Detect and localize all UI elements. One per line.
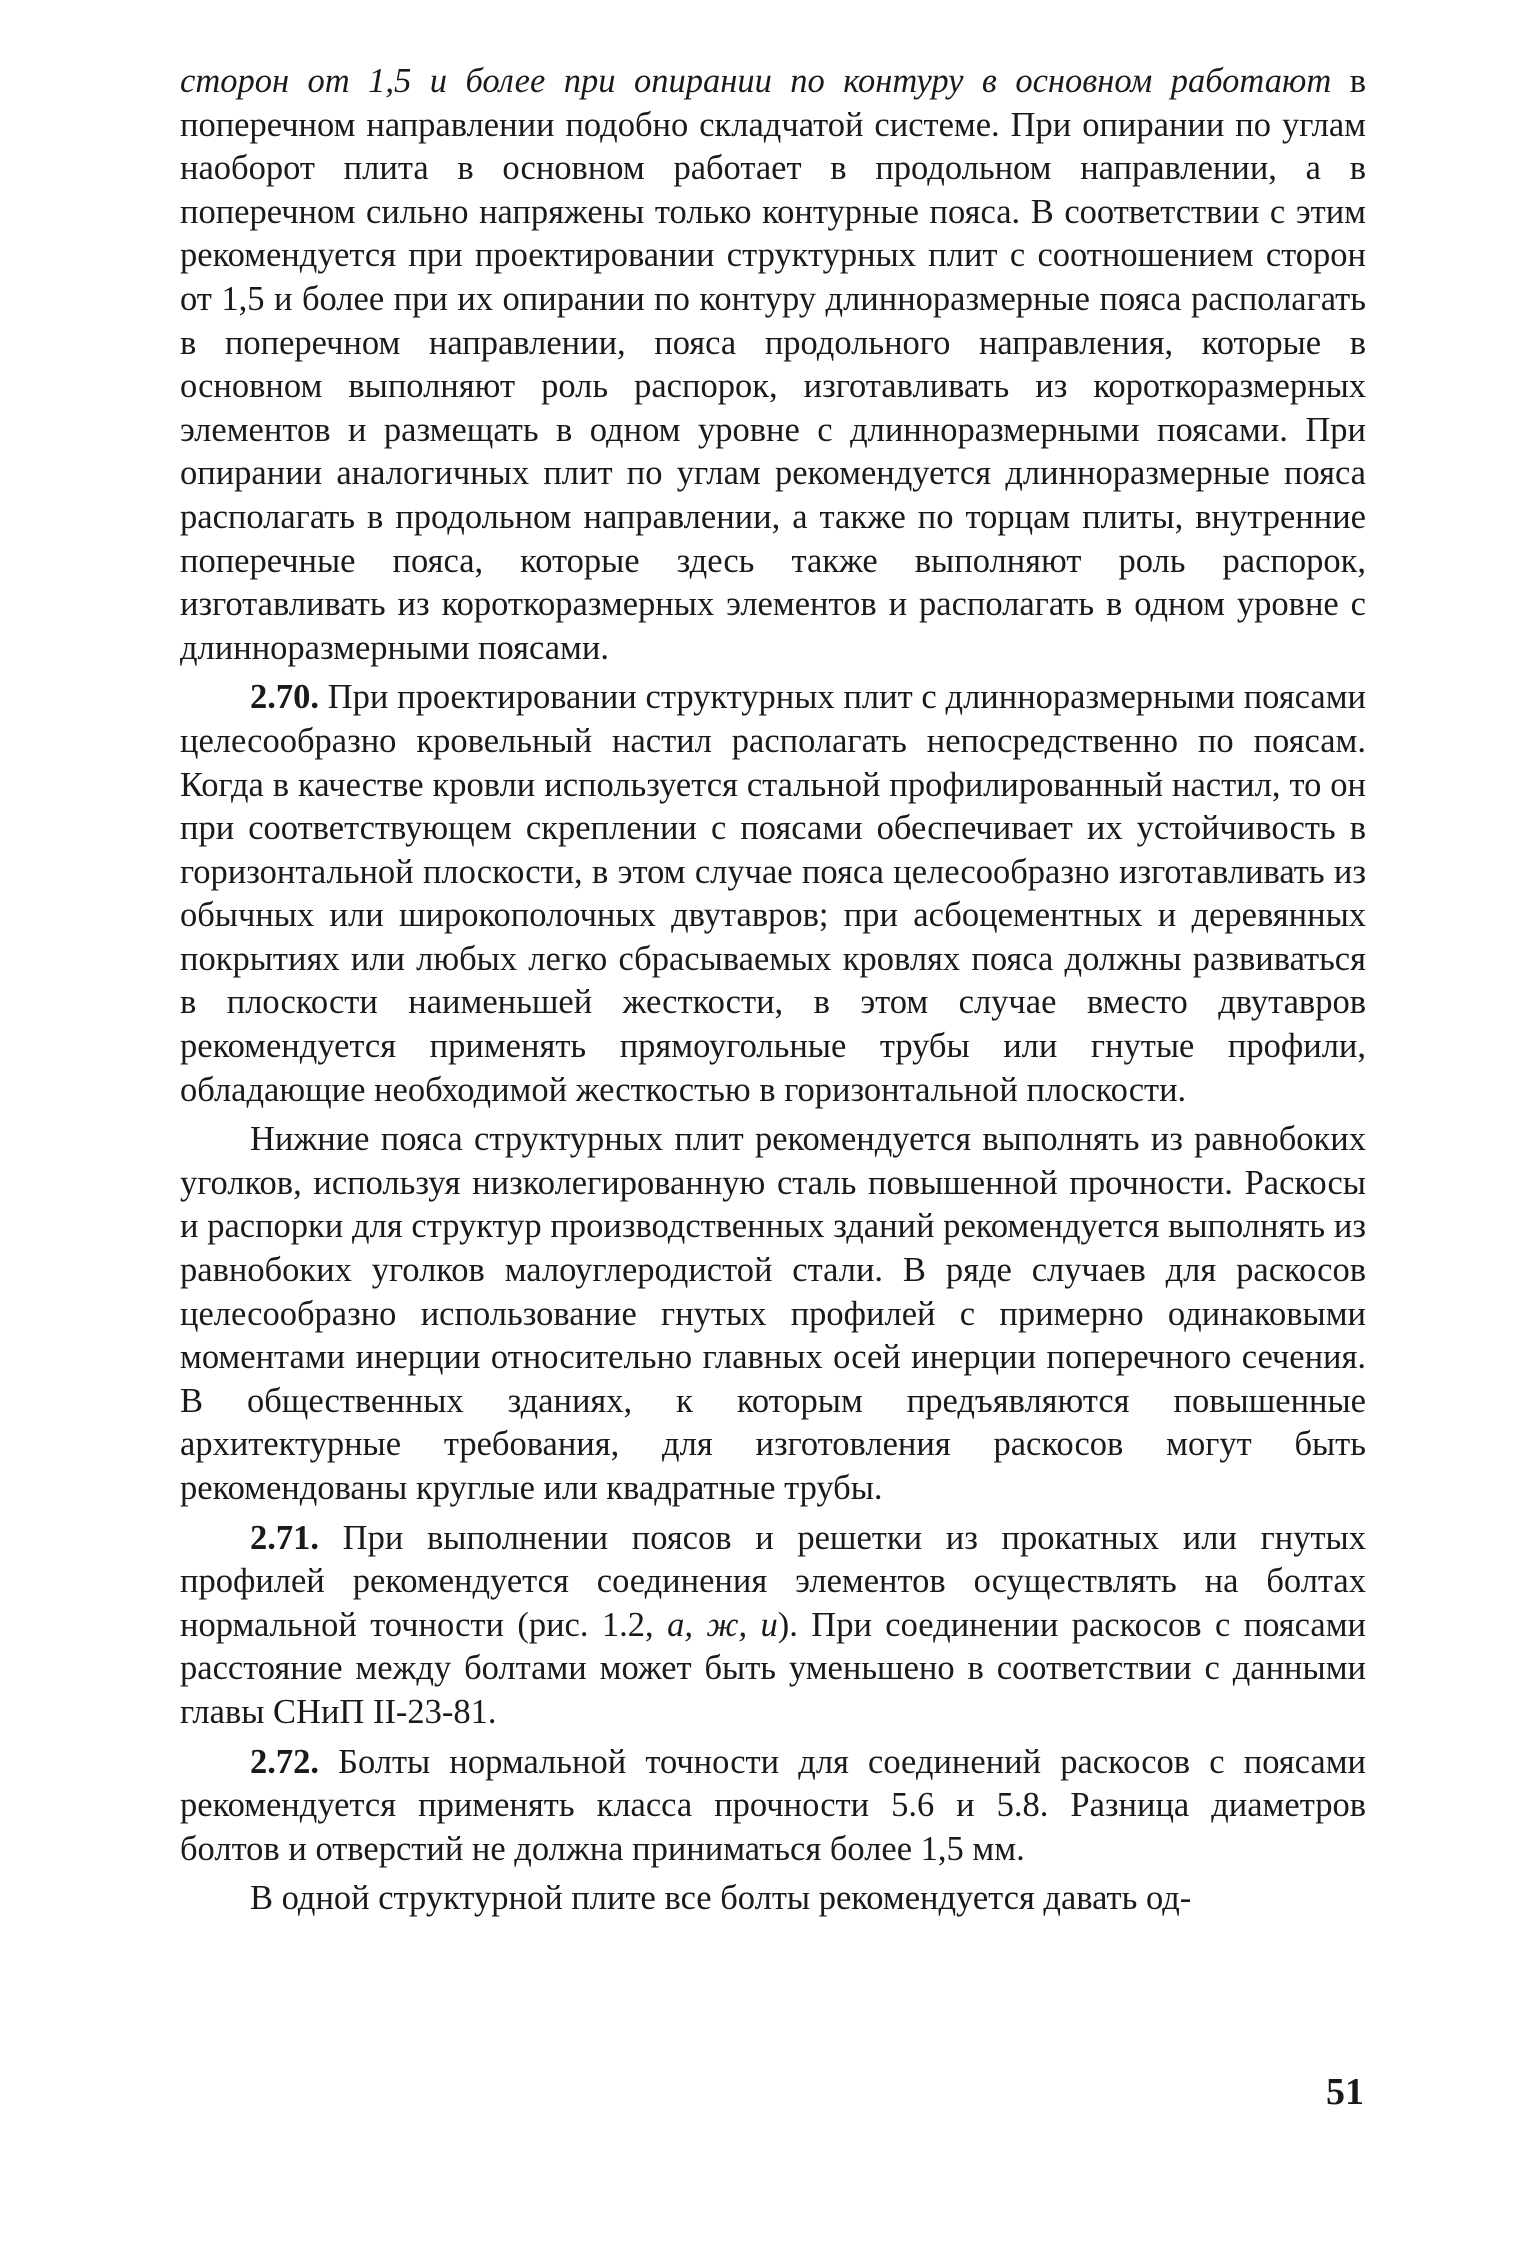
paragraph-text-continued: ). При соединении раскосов с поясами расстояние между болтами может быть уменьшено в соответствии с данными главы СНиП II-23-81.	[180, 1605, 1366, 1731]
paragraph-1	[180, 60, 1366, 670]
paragraph-2-72	[180, 1741, 1366, 1872]
section-number: 2.70.	[250, 678, 319, 717]
paragraph-1-italic-text: сторон от 1,5 и более при опирании по контуру в основном работают	[180, 62, 1332, 100]
paragraph-text: В одной структурной плите все болты рекомендуется давать од-	[250, 1879, 1192, 1918]
page-number: 51	[1326, 2071, 1364, 2113]
paragraph-text: При выполнении поясов и решетки из прокатных или гнутых профилей рекомендуется соединения элементов осуществлять на болтах нормальной точности (рис. 1.2,	[180, 1518, 1366, 1644]
document-page	[180, 60, 1366, 1921]
paragraph-2-70	[180, 676, 1366, 1112]
paragraph-text: При проектировании структурных плит с длинноразмерными поясами целесообразно кровельный настил располагать непосредственно по поясам. Когда в качестве кровли используется стальной профилированный настил, то он при соответствующем скреплении с поясами обеспечивает их устойчивость в горизонтальной плоскости, в этом случае пояса целесообразно изготавливать из обычных или широкополочных двутавров; при асбоцементных и деревянных покрытиях или любых легко сбрасываемых кровлях пояса должны развиваться в плоскости наименьшей жесткости, в этом случае вместо двутавров рекомендуется применять прямоугольные трубы или гнутые профили, обладающие необходимой жесткостью в горизонтальной плоскости.	[180, 678, 1366, 1109]
section-number: 2.71.	[250, 1518, 319, 1557]
figure-reference-italic: а, ж, и	[667, 1605, 778, 1644]
paragraph-lower-chords	[180, 1118, 1366, 1510]
paragraph-text: Нижние пояса структурных плит рекомендуется выполнять из равнобоких уголков, используя низколегированную сталь повышенной прочности. Раскосы и распорки для структур производственных зданий рекомендуется выполнять из равнобоких уголков малоуглеродистой стали. В ряде случаев для раскосов целесообразно использование гнутых профилей с примерно одинаковыми моментами инерции относительно главных осей инерции поперечного сечения. В общественных зданиях, к которым предъявляются повышенные архитектурные требования, для изготовления раскосов могут быть рекомендованы круглые или квадратные трубы.	[180, 1120, 1366, 1507]
section-number: 2.72.	[250, 1742, 319, 1781]
paragraph-bolts	[180, 1877, 1366, 1921]
paragraph-text: Болты нормальной точности для соединений раскосов с поясами рекомендуется применять класса прочности 5.6 и 5.8. Разница диаметров болтов и отверстий не должна приниматься более 1,5 мм.	[180, 1742, 1366, 1868]
paragraph-1-text: в поперечном направлении подобно складчатой системе. При опирании по углам наоборот плита в основном работает в продольном направлении, а в поперечном сильно напряжены только контурные пояса. В соответствии с этим рекомендуется при проектировании структурных плит с соотношением сторон от 1,5 и более при их опирании по контуру длинноразмерные пояса располагать в поперечном направлении, пояса продольного направления, которые в основном выполняют роль распорок, изготавливать из короткоразмерных элементов и размещать в одном уровне с длинноразмерными поясами. При опирании аналогичных плит по углам рекомендуется длинноразмерные пояса располагать в продольном направлении, а также по торцам плиты, внутренние поперечные пояса, которые здесь также выполняют роль распорок, изготавливать из короткоразмерных элементов и располагать в одном уровне с длинноразмерными поясами.	[180, 62, 1366, 667]
paragraph-2-71	[180, 1517, 1366, 1735]
